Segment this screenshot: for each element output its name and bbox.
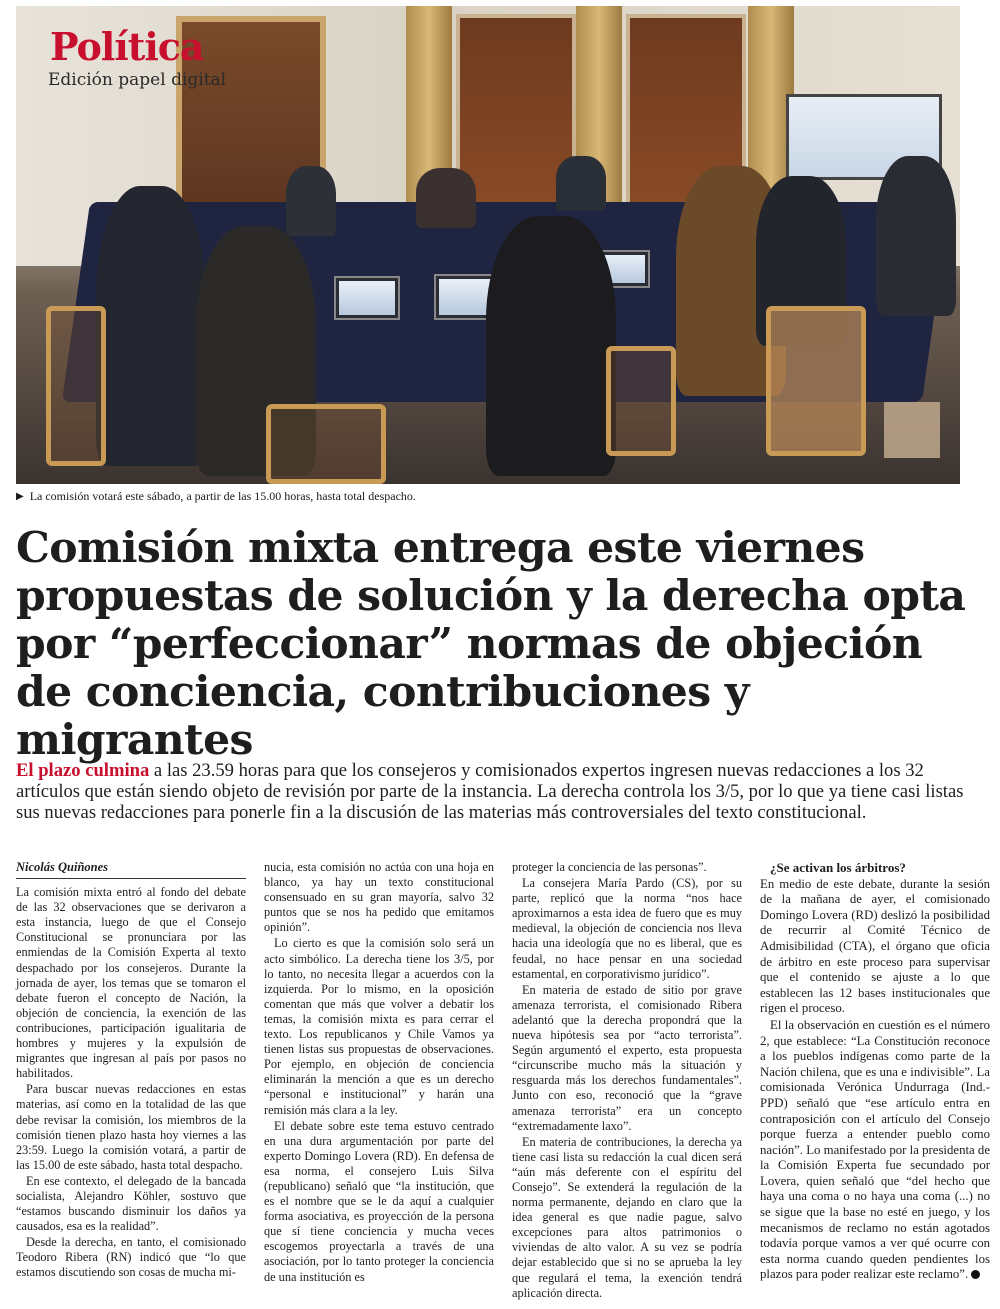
lede-text: a las 23.59 horas para que los consejeros y comisionados expertos ingresen nuevas redacciones a los 32 artículos que están siendo objeto de revisión por parte de la instancia. La derecha controla los 3/5, por lo que ya tiene casi listas sus nuevas redacciones para ponerle fin a la discusión de las materias más controversiales del texto constitucional. (16, 760, 964, 823)
photo-chair (46, 306, 106, 466)
body-column-3 (512, 860, 742, 1300)
photo-person (876, 156, 956, 316)
body-paragraph: Lo cierto es que la comisión solo será un acto simbólico. La derecha tiene los 3/5, por lo tanto, no necesita llegar a acuerdos con la izquierda. Por lo mismo, en la oposición comentan que más que volver a debatir los temas, la comisión mixta es para cerrar el texto. Los republicanos y Chile Vamos ya tienen listas sus propuestas de observaciones. Por ejemplo, en objeción de conciencia eliminarán la mención a que es un derecho “personal e institucional” y harán una remisión más clara a la ley. (264, 936, 494, 1117)
body-paragraph (760, 1018, 990, 1283)
body-paragraph: En materia de estado de sitio por grave amenaza terrorista, el comisionado Ribera adelantó que la derecha propondrá que la nueva hipótesis sea por “acto terrorista”. Según argumentó el experto, esta propuesta “circunscribe mucho más la situación y resguarda más los derechos fundamentales”. Junto con eso, reconoció que la “grave amenaza terrorista” era un concepto “extremadamente laxo”. (512, 982, 742, 1133)
photo-person (556, 156, 606, 211)
caption-marker-icon: ▶ (16, 491, 24, 502)
photo-person (416, 168, 476, 228)
body-paragraph: Para buscar nuevas redacciones en estas materias, así como en la totalidad de las que debe revisar la comisión, los miembros de la comisión tienen plazo hasta hoy viernes a las 23:59. Luego la comisión votará, a partir de las 15.00 de este sábado, hasta total despacho. (16, 1082, 246, 1172)
lede-kicker: El plazo culmina (16, 760, 150, 781)
photo-chair (766, 306, 866, 456)
section-subtitle: Edición papel digital (48, 70, 227, 90)
photo-caption (16, 489, 960, 504)
body-paragraph-text: El la observación en cuestión es el número 2, que establece: “La Constitución reconoce a los pueblos indígenas como parte de la Nación chilena, que es una e indivisible”. La comisionada Verónica Undurraga (Ind.-PPD) señaló que “ese artículo entra en contraposición con el artículo del Consejo porque fuerza a entender pueblo como nación”. Lo manifestado por la presidenta de la Comisión Experta fue secundado por Lovera, quien señaló que “del hecho que haya una coma o no haya una coma (...) no se sigue que la base no esté en juego, y los mecanismos de reclamo no están agotados todavía porque vamos a ver qué ocurre con esta norma cuando queden pendientes los plazos para poder realizar este reclamo”. (760, 1017, 990, 1282)
body-paragraph: En medio de este debate, durante la sesión de la mañana de ayer, el comisionado Domingo Lovera (RD) deslizó la posibilidad de recurrir al Comité Técnico de Admisibilidad (CTA), el órgano que oficia de árbitro en este proceso para supervisar que el contenido se ajuste a lo que establecen las 12 bases institucionales que rigen el proceso. (760, 876, 990, 1016)
section-subhead: ¿Se activan los árbitros? (770, 860, 906, 875)
body-paragraph: Desde la derecha, en tanto, el comisionado Teodoro Ribera (RN) indicó que “lo que estamos discutiendo son cosas de mucha mi- (16, 1235, 246, 1280)
body-paragraph: proteger la conciencia de las personas”. (512, 860, 707, 874)
photo-chair (606, 346, 676, 456)
byline: Nicolás Quiñones (16, 860, 246, 879)
photo-laptop (334, 276, 400, 320)
body-paragraph: nucia, esta comisión no actúa con una hoja en blanco, ya hay un texto constitucional consensuado en su gran mayoría, salvo 32 puntos que se nos ha pedido que emitamos opinión”. (264, 860, 494, 935)
article-lede (16, 760, 976, 823)
article-body (16, 860, 990, 1300)
body-paragraph: En ese contexto, el delegado de la bancada socialista, Alejandro Köhler, sostuvo que “estamos buscando disminuir los daños ya causados, esa es la realidad”. (16, 1173, 246, 1234)
article-headline: Comisión mixta entrega este viernes propuestas de solución y la derecha opta por “perfeccionar” normas de objeción de conciencia, contribuciones y migrantes (16, 523, 966, 765)
end-of-article-icon (971, 1270, 980, 1279)
body-paragraph: El debate sobre este tema estuvo centrado en una dura argumentación por parte del experto Domingo Lovera (RD). En defensa de esa norma, el consejero Luis Silva (republicano) señaló que “la institución, que es el nombre que se le da aquí a cualquier forma asociativa, es proyección de la persona que sí tiene conciencia y mucha veces escogemos proyectarla a través de una asociación, por lo tanto proteger la conciencia de una institución es (264, 1118, 494, 1284)
body-paragraph: La comisión mixta entró al fondo del debate de las 32 observaciones que se derivaron a esta instancia, luego de que el Consejo Constitucional se pronunciara por las enmiendas de la Comisión Experta al texto despachado por los consejeros. Durante la jornada de ayer, los temas que se tomaron el debate fueron el concepto de Nación, la objeción de conciencia, la exención de las contribuciones, participación igualitaria de hombres y mujeres y la expulsión de migrantes que ingresan al país por pasos no habilitados. (16, 885, 246, 1081)
photo-person (286, 166, 336, 236)
caption-text: La comisión votará este sábado, a partir de las 15.00 horas, hasta total despacho. (29, 489, 416, 503)
photo-person (96, 186, 206, 466)
body-paragraph: En materia de contribuciones, la derecha ya tiene casi lista su redacción la cual dicen será “aún más deferente con el espíritu del Consejo”. Se extenderá la regulación de la norma permanente, dejando en claro que la idea general es que nadie pague, salvo excepciones para altos patrimonios o viviendas de alto valor. A su vez se podría dejar establecido que si no se aprueba la ley que regulará el tema, la exención tendrá aplicación directa. (512, 1134, 742, 1300)
photo-chair (266, 404, 386, 484)
body-column-1 (16, 860, 246, 1300)
photo-person (486, 216, 616, 476)
section-title: Política (50, 24, 204, 69)
body-column-2 (264, 860, 494, 1300)
article-photo (16, 6, 960, 484)
photo-blurred-mark (884, 402, 940, 458)
body-column-4 (760, 860, 990, 1300)
body-paragraph: La consejera María Pardo (CS), por su parte, replicó que la norma “nos hace aproximarnos a esta idea de fuero que es muy medieval, la objeción de conciencia nos lleva hacia una ideología que no es liberal, que es feudal, no hace pensar en una sociedad estamental, en corporativismo jurídico”. (512, 876, 742, 981)
